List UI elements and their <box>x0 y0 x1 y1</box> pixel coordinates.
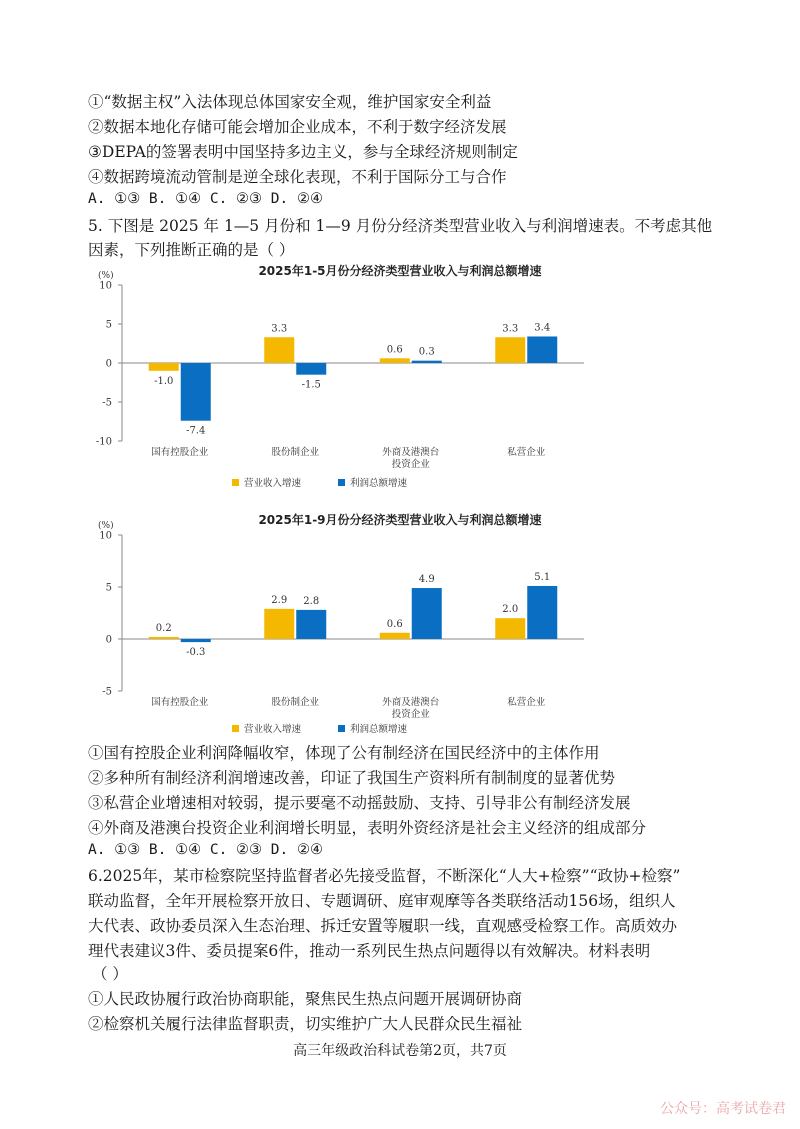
revenue-growth-bar <box>264 337 294 363</box>
x-category-label: 私营企业 <box>507 447 546 458</box>
data-label: 3.3 <box>271 323 288 335</box>
x-category-label: 国有控股企业 <box>151 447 209 458</box>
y-tick-label: -5 <box>102 686 112 698</box>
x-category-label: 投资企业 <box>391 709 430 720</box>
q4-item-4: ④数据跨境流动管制是逆全球化表现，不利于国际分工与合作 <box>88 168 507 186</box>
revenue-growth-bar <box>495 337 525 363</box>
revenue-growth-bar <box>149 637 179 639</box>
revenue-growth-bar <box>495 618 525 639</box>
data-label: 0.2 <box>155 622 172 634</box>
data-label: 3.4 <box>534 322 551 334</box>
revenue-growth-bar <box>264 609 294 639</box>
page-footer: 高三年级政治科试卷第2页，共7页 <box>293 1043 507 1059</box>
data-label: 2.8 <box>303 595 320 607</box>
y-tick-label: 5 <box>105 582 112 594</box>
legend-label-revenue: 营业收入增速 <box>244 724 302 735</box>
data-label: 3.3 <box>502 323 519 335</box>
data-label: 0.6 <box>386 344 403 356</box>
profit-growth-bar <box>527 336 557 363</box>
data-label: -7.4 <box>186 425 206 437</box>
y-unit-label: (%) <box>98 271 114 281</box>
chart-2-title: 2025年1-9月份分经济类型营业收入与利润总额增速 <box>258 513 542 527</box>
legend-swatch-revenue <box>232 479 239 486</box>
x-category-label: 外商及港澳台 <box>382 697 440 708</box>
chart-1-title: 2025年1-5月份分经济类型营业收入与利润总额增速 <box>258 264 542 278</box>
data-label: 5.1 <box>534 571 551 583</box>
profit-growth-bar <box>181 363 211 421</box>
q4-item-1: ①“数据主权”入法体现总体国家安全观，维护国家安全利益 <box>88 93 492 111</box>
x-category-label: 国有控股企业 <box>151 697 209 708</box>
profit-growth-bar <box>296 610 326 639</box>
revenue-growth-bar <box>380 633 410 639</box>
y-tick-label: 0 <box>105 634 112 646</box>
q5-item-1: ①国有控股企业利润降幅收窄，体现了公有制经济在国民经济中的主体作用 <box>88 744 600 762</box>
q6-line-4: 理代表建议3件、委员提案6件，推动一系列民生热点问题得以有效解决。材料表明 <box>88 942 651 960</box>
legend-label-revenue: 营业收入增速 <box>244 478 302 489</box>
y-tick-label: 10 <box>99 530 112 542</box>
q4-options: A. ①③ B. ①④ C. ②③ D. ②④ <box>88 191 323 207</box>
data-label: -1.0 <box>154 375 174 387</box>
x-category-label: 股份制企业 <box>271 697 320 708</box>
q6-answer-blank: （ ） <box>92 965 128 983</box>
x-category-label: 私营企业 <box>507 697 546 708</box>
q5-item-4: ④外商及港澳台投资企业利润增长明显，表明外资经济是社会主义经济的组成部分 <box>88 819 647 837</box>
profit-growth-bar <box>412 361 442 363</box>
data-label: 2.9 <box>271 594 288 606</box>
q6-item-1: ①人民政协履行政治协商职能，聚焦民生热点问题开展调研协商 <box>88 990 523 1008</box>
profit-growth-bar <box>527 586 557 639</box>
chart-2 <box>0 511 800 736</box>
data-label: -1.5 <box>301 379 321 391</box>
y-tick-label: -10 <box>95 436 112 448</box>
revenue-growth-bar <box>380 358 410 363</box>
y-tick-label: 10 <box>99 280 112 292</box>
legend-swatch-profit <box>338 725 345 732</box>
q6-item-2: ②检察机关履行法律监督职责，切实维护广大人民群众民生福祉 <box>88 1015 523 1033</box>
profit-growth-bar <box>412 588 442 639</box>
data-label: 2.0 <box>502 604 519 616</box>
legend-swatch-profit <box>338 479 345 486</box>
x-category-label: 投资企业 <box>391 459 430 470</box>
legend-label-profit: 利润总额增速 <box>350 724 408 735</box>
q5-stem-line-1: 5. 下图是 2025 年 1—5 月份和 1—9 月份分经济类型营业收入与利润增速表。不考虑其他 <box>88 217 713 235</box>
profit-growth-bar <box>181 639 211 642</box>
y-tick-label: -5 <box>102 397 112 409</box>
q4-item-3: ③DEPA的签署表明中国坚持多边主义，参与全球经济规则制定 <box>88 143 518 161</box>
q5-stem-line-2: 因素，下列推断正确的是（ ） <box>88 241 295 259</box>
q6-line-3: 大代表、政协委员深入生态治理、拆迁安置等履职一线，直观感受检察工作。高质效办 <box>88 917 678 935</box>
q5-options: A. ①③ B. ①④ C. ②③ D. ②④ <box>88 842 323 858</box>
x-category-label: 外商及港澳台 <box>382 447 440 458</box>
q5-item-2: ②多种所有制经济利润增速改善，印证了我国生产资料所有制制度的显著优势 <box>88 769 616 787</box>
y-unit-label: (%) <box>98 521 114 531</box>
data-label: 0.6 <box>386 618 403 630</box>
revenue-growth-bar <box>149 363 179 371</box>
y-tick-label: 0 <box>105 358 112 370</box>
data-label: 0.3 <box>418 346 435 358</box>
profit-growth-bar <box>296 363 326 375</box>
q6-line-2: 联动监督，全年开展检察开放日、专题调研、庭审观摩等各类联络活动156场，组织人 <box>88 892 676 910</box>
legend-label-profit: 利润总额增速 <box>350 478 408 489</box>
legend-swatch-revenue <box>232 725 239 732</box>
y-tick-label: 5 <box>105 319 112 331</box>
chart-1 <box>0 262 800 492</box>
data-label: 4.9 <box>418 574 435 586</box>
x-category-label: 股份制企业 <box>271 447 320 458</box>
data-label: -0.3 <box>186 647 206 659</box>
q6-line-1: 6.2025年，某市检察院坚持监督者必先接受监督，不断深化“人大+检察”“政协+检察” <box>88 867 681 885</box>
q4-item-2: ②数据本地化存储可能会增加企业成本，不利于数字经济发展 <box>88 118 507 136</box>
q5-item-3: ③私营企业增速相对较弱，提示要毫不动摇鼓励、支持、引导非公有制经济发展 <box>88 794 631 812</box>
watermark: 公众号：高考试卷君 <box>660 1101 786 1117</box>
